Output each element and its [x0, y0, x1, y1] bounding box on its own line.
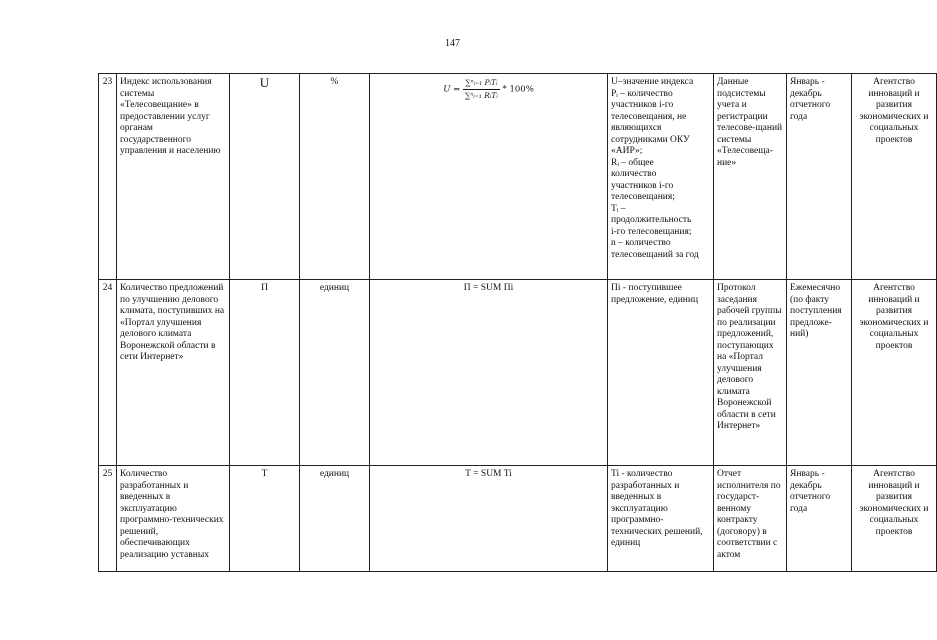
indicator-description: Ti - количество разработанных и введенных в эксплуатацию программно-технических решений, единиц	[608, 466, 714, 572]
description-line: Tᵢ –	[611, 203, 626, 214]
description-line: количество	[611, 169, 657, 179]
description-line: U–значение индекса	[611, 77, 694, 87]
description-line: Rᵢ – общее	[611, 157, 654, 168]
indicator-unit: %	[300, 74, 370, 280]
reporting-period: Ежемесячно (по факту поступления предложе-ний)	[787, 280, 852, 466]
formula-fraction	[463, 77, 500, 101]
indicator-formula: П = SUM Пi	[370, 280, 608, 466]
row-number: 24	[99, 280, 117, 466]
description-line: телесовещания, не	[611, 111, 687, 122]
indicator-formula: T = SUM Ti	[370, 466, 608, 572]
description-line: n – количество	[611, 238, 671, 248]
description-line: телесовещаний за год	[611, 249, 699, 260]
responsible-agency: Агентство инноваций и развития экономических и социальных проектов	[852, 280, 937, 466]
row-number: 25	[99, 466, 117, 572]
description-line: «АИР»;	[611, 146, 643, 156]
formula-lhs: U =	[443, 84, 461, 95]
indicator-name: Количество предложений по улучшению делового климата, поступивших на «Портал улучшения делового климата Воронежской области в сети Интернет»	[117, 280, 230, 466]
formula-denominator: ∑ⁿᵢ₌₁ RᵢTᵢ	[464, 90, 498, 100]
indicator-name: Индекс использования системы «Телесовещание» в предоставлении услуг органам государственного управления и населению	[117, 74, 230, 280]
data-source: Отчет исполнителя по государст-венному контракту (договору) в соответствии с актом	[714, 466, 787, 572]
indicator-description	[608, 74, 714, 280]
description-line: i-го телесовещания;	[611, 226, 692, 237]
row-number: 23	[99, 74, 117, 280]
description-line: продолжительность	[611, 215, 692, 225]
formula-numerator: ∑ⁿᵢ₌₁ PᵢTᵢ	[463, 77, 500, 90]
data-source: Протокол заседания рабочей группы по реализации предложений, поступающих на «Портал улучшения делового климата Воронежской области в сети Интернет»	[714, 280, 787, 466]
reporting-period: Январь - декабрь отчетного года	[787, 466, 852, 572]
page-number: 147	[445, 38, 460, 49]
table-row	[99, 280, 937, 466]
description-line: Pᵢ – количество	[611, 88, 673, 99]
indicator-symbol: U	[230, 74, 300, 280]
indicator-unit: единиц	[300, 466, 370, 572]
responsible-agency: Агентство инноваций и развития экономических и социальных проектов	[852, 74, 937, 280]
indicator-table	[98, 73, 937, 572]
data-source: Данные подсистемы учета и регистрации телесове-щаний системы «Телесовеща-ние»	[714, 74, 787, 280]
description-line: участников i-го	[611, 180, 674, 191]
indicator-description: Пi - поступившее предложение, единиц	[608, 280, 714, 466]
description-line: телесовещания;	[611, 192, 675, 202]
reporting-period: Январь - декабрь отчетного года	[787, 74, 852, 280]
indicator-name: Количество разработанных и введенных в эксплуатацию программно-технических решений, обеспечивающих реализацию уставных	[117, 466, 230, 572]
indicator-symbol: П	[230, 280, 300, 466]
indicator-unit: единиц	[300, 280, 370, 466]
table-row	[99, 466, 937, 572]
description-line: участников i-го	[611, 100, 674, 110]
formula-tail: * 100%	[502, 84, 534, 95]
description-line: сотрудниками ОКУ	[611, 134, 690, 145]
responsible-agency: Агентство инноваций и развития экономических и социальных проектов	[852, 466, 937, 572]
indicator-symbol: T	[230, 466, 300, 572]
indicator-formula	[370, 74, 608, 280]
description-line: являющихся	[611, 123, 662, 133]
table-row	[99, 74, 937, 280]
